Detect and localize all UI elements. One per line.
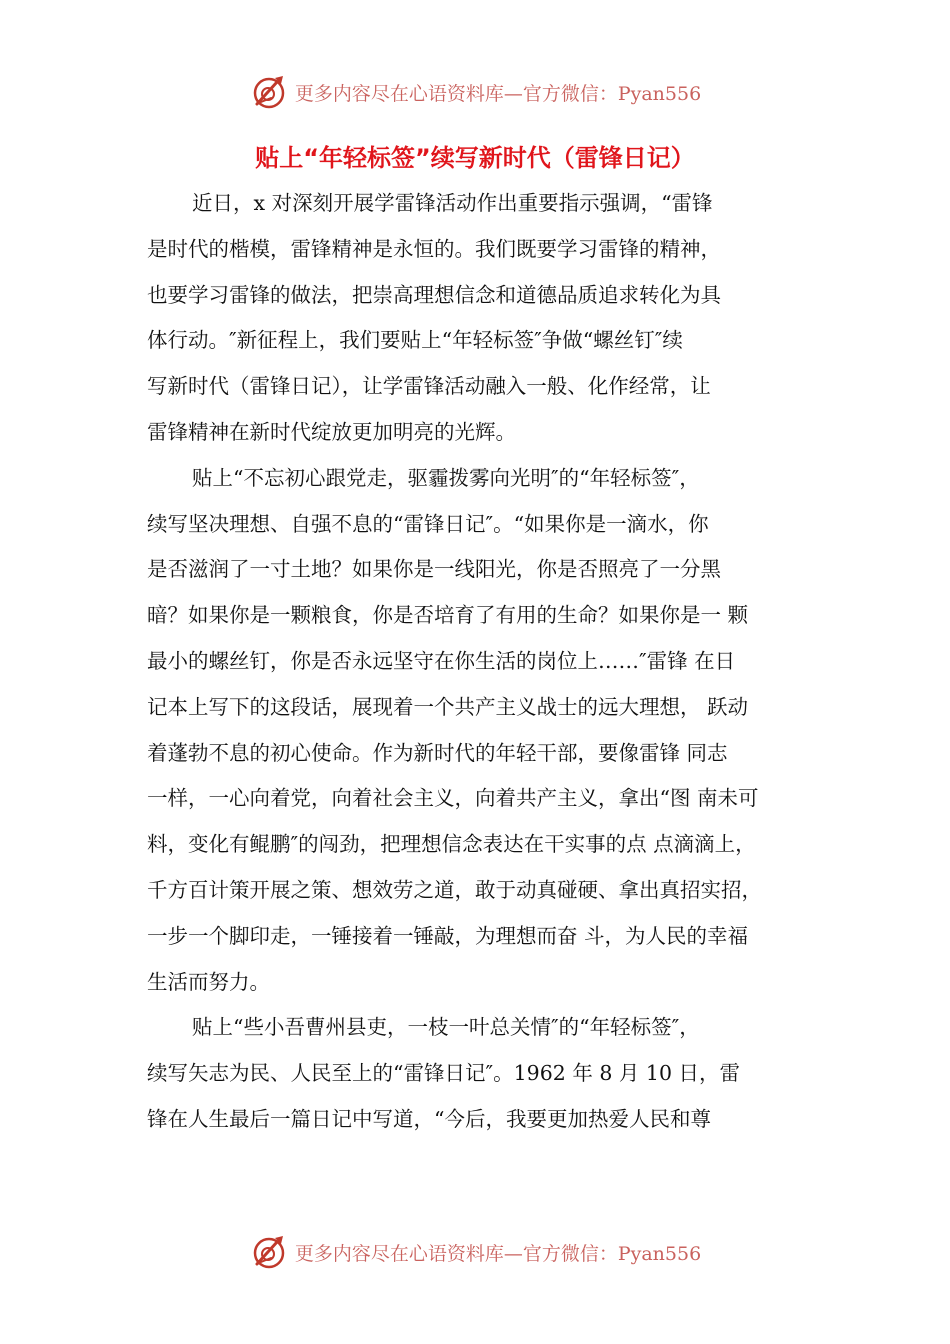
logo-icon	[249, 72, 289, 112]
document-body	[147, 181, 847, 1143]
header-banner	[0, 70, 950, 114]
text-line: 也要学习雷锋的做法，把崇高理想信念和道德品质追求转化为具	[147, 282, 721, 307]
text-line: 贴上“不忘初心跟党走，驱霾拨雾向光明″的“年轻标签″，	[192, 465, 700, 490]
text-line: 千方百计策开展之策、想效劳之道，敢于动真碰硬、拿出真招实招，	[147, 877, 762, 902]
text-line: 最小的螺丝钉，你是否永远坚守在你生活的岗位上……″雷锋 在日	[147, 648, 736, 673]
text-line: 锋在人生最后一篇日记中写道，“今后，我要更加热爱人民和尊	[147, 1106, 711, 1131]
text-line: 记本上写下的这段话，展现着一个共产主义战士的远大理想， 跃动	[147, 694, 749, 719]
text-line: 贴上“些小吾曹州县吏，一枝一叶总关情″的“年轻标签″，	[192, 1015, 700, 1040]
text-line: 生活而努力。	[147, 969, 270, 994]
text-line: 一步一个脚印走，一锤接着一锤敲，为理想而奋 斗，为人民的幸福	[147, 923, 749, 948]
text-line: 是否滋润了一寸土地？如果你是一线阳光，你是否照亮了一分黑	[147, 557, 721, 582]
text-line: 料，变化有鲲鹏″的闯劲，把理想信念表达在干实事的点 点滴滴上，	[147, 832, 756, 857]
text-line: 近日，x 对深刻开展学雷锋活动作出重要指示强调，“雷锋	[192, 191, 713, 215]
text-line: 暗？如果你是一颗粮食，你是否培育了有用的生命？如果你是一 颗	[147, 603, 749, 628]
text-line: 着蓬勃不息的初心使命。作为新时代的年轻干部，要像雷锋 同志	[147, 740, 728, 765]
footer-banner	[0, 1230, 950, 1274]
text-line: 一样，一心向着党，向着社会主义，向着共产主义，拿出“图 南未可	[147, 786, 759, 811]
logo-icon	[249, 1232, 289, 1272]
document-title: 贴上“年轻标签”续写新时代（雷锋日记）	[255, 144, 695, 172]
text-line: 是时代的楷模，雷锋精神是永恒的。我们既要学习雷锋的精神，	[147, 236, 721, 261]
text-line: 雷锋精神在新时代绽放更加明亮的光辉。	[147, 419, 516, 444]
banner-text: 更多内容尽在心语资料库—官方微信：Pyan556	[294, 1242, 702, 1265]
text-line: 续写矢志为民、人民至上的“雷锋日记″。1962 年 8 月 10 日，雷	[147, 1061, 741, 1086]
text-line: 续写坚决理想、自强不息的“雷锋日记″。“如果你是一滴水，你	[147, 511, 709, 536]
text-line: 写新时代（雷锋日记），让学雷锋活动融入一般、化作经常，让	[147, 374, 711, 399]
text-line: 体行动。″新征程上，我们要贴上“年轻标签″争做“螺丝钉″续	[147, 328, 683, 353]
banner-text: 更多内容尽在心语资料库—官方微信：Pyan556	[294, 82, 702, 105]
